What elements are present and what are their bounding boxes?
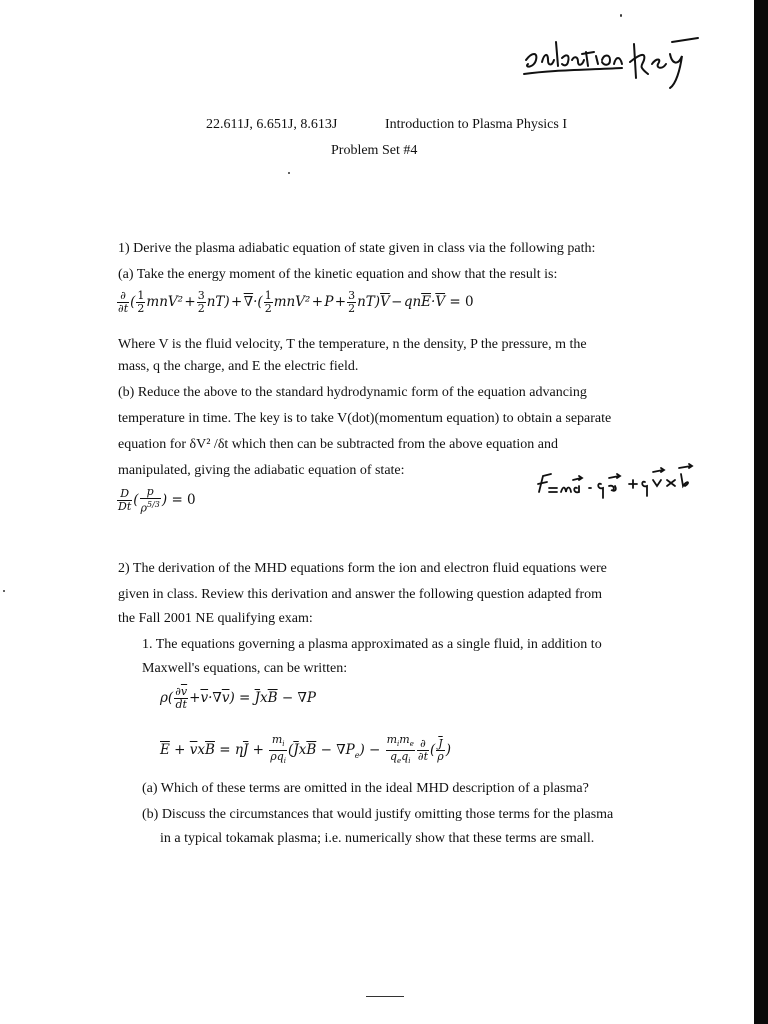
problem1-part-a: (a) Take the energy moment of the kinetic equation and show that the result is: xyxy=(118,267,558,282)
page-footer-mark xyxy=(366,996,404,997)
momentum-equation: ρ( $\frac{\partial\overline{v}}{dt}$ $+\overline{v}\cdot\nabla\overline{v}) = \overline{J}x\overline{B} - \nabla P$ xyxy=(160,685,316,711)
question-a: (a) Which of these terms are omitted in the ideal MHD description of a plasma? xyxy=(142,781,589,796)
handwritten-margin-note xyxy=(535,440,725,510)
problem2-item1-1: 1. The equations governing a plasma approximated as a single fluid, in addition to xyxy=(142,637,602,652)
scan-speck xyxy=(288,172,290,174)
energy-moment-equation: $\frac{\partial}{\partial t}$ ( $\frac{1}{2}$ mnV² + $\frac{3}{2}$ nT) + ∇·( $\frac{1}{2}$ mnV² + P + $\frac{3}{2}$ $nT)\overline{V}$ − $qn\overline{E}\cdot\overline{V} = 0$ xyxy=(118,289,474,315)
problem1-part-b-1: (b) Reduce the above to the standard hydrodynamic form of the equation advancing xyxy=(118,385,587,400)
problem1-part-b-2: temperature in time. The key is to take V(dot)(momentum equation) to obtain a separate xyxy=(118,411,612,426)
scan-speck xyxy=(620,14,622,17)
problem1-intro: 1) Derive the plasma adiabatic equation of state given in class via the following path: xyxy=(118,241,596,256)
course-numbers: 22.611J, 6.651J, 8.613J xyxy=(206,117,338,132)
handwritten-signature xyxy=(522,30,702,90)
problem-set-title: Problem Set #4 xyxy=(331,143,418,158)
course-title: Introduction to Plasma Physics I xyxy=(385,117,567,132)
scan-speck xyxy=(3,590,5,592)
problem1-where-1: Where V is the fluid velocity, T the temperature, n the density, P the pressure, m the xyxy=(118,337,587,352)
question-b-1: (b) Discuss the circumstances that would justify omitting those terms for the plasma xyxy=(142,807,614,822)
problem2-intro-2: given in class. Review this derivation and answer the following question adapted from xyxy=(118,587,603,602)
problem1-part-b-3: equation for δV² /δt which then can be subtracted from the above equation and xyxy=(118,437,558,452)
question-b-2: in a typical tokamak plasma; i.e. numerically show that these terms are small. xyxy=(160,831,595,846)
problem1-part-b-4: manipulated, giving the adiabatic equation of state: xyxy=(118,463,405,478)
adiabatic-equation: $\frac{D}{Dt}$ ( $\frac{p}{\rho^{5/3}}$ ) = 0 xyxy=(118,485,196,515)
problem2-item1-2: Maxwell's equations, can be written: xyxy=(142,661,348,676)
problem2-intro-3: the Fall 2001 NE qualifying exam: xyxy=(118,611,313,626)
scan-edge xyxy=(754,0,768,1024)
problem2-intro-1: 2) The derivation of the MHD equations form the ion and electron fluid equations were xyxy=(118,561,607,576)
ohms-law-equation: $\overline{E} + \overline{v}x\overline{B} = \eta\overline{J}$ + $\frac{m_i}{\rho q_i}$ $(\overline{J}x\overline{B} - \nabla P_e)$ − $\frac{m_im_e}{q_eq_i}$ $\frac{\partial}{\partial t}$ ( $\frac{\overline{J}}{\rho}$ ) xyxy=(160,733,452,766)
problem1-where-2: mass, q the charge, and E the electric field. xyxy=(118,359,359,374)
